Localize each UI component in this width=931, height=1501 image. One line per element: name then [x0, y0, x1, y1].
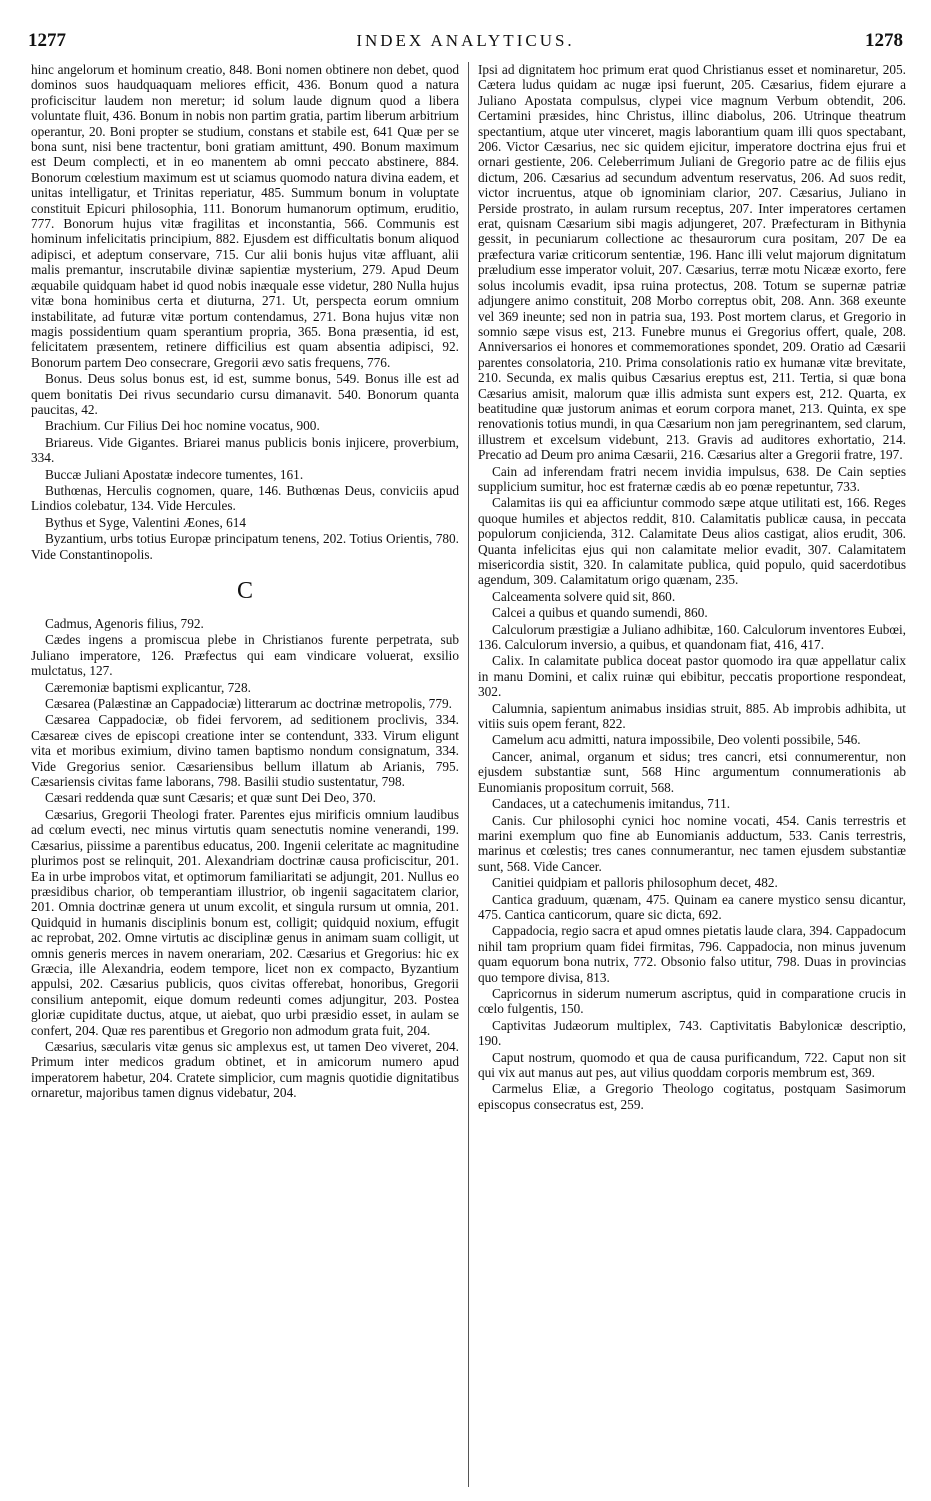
index-entry: Calculorum præstigiæ a Juliano adhibitæ, 160. Calculorum inventores Eubœi, 136. Calculorum inversio, a quibus, et quandonam fiat, 416, 417. [478, 621, 906, 653]
index-entry: Cæremoniæ baptismi explicantur, 728. [45, 679, 251, 695]
index-entry: Captivitas Judæorum multiplex, 743. Captivitatis Babylonicæ descriptio, 190. [478, 1017, 906, 1049]
index-entry: Cantica graduum, quænam, 475. Quinam ea canere mystico sensu dicantur, 475. Cantica canticorum, quare sic dicta, 692. [478, 891, 906, 922]
index-entry: Cædes ingens a promiscua plebe in Christianos furente perpetrata, sub Juliano imperatore, 126. Præfectus qui eam vindicare voluerat, exsilio mulctatus, 127. [31, 632, 459, 679]
index-entry: Cappadocia, regio sacra et apud omnes pietatis laude clara, 394. Cappadocum nihil tam proprium quam fidei firmitas, 796. Cappadocia, non minus juvenum quam equorum bona nutrix, 772. Obsonio falso utitur, 798. Duas in provincias quo tempore divisa, 813. [478, 923, 906, 985]
left-column-c-entries [31, 616, 459, 1101]
index-entry: Cæsarius, sæcularis vitæ genus sic amplexus est, ut tamen Deo viveret, 204. Primum inter medicos gradum obtinet, et in amicorum numero apud imperatorem habetur, 204. Cratete simplicior, cum magnis quotidie dignitatibus ornaretur, majoribus tamen dignus videbatur, 204. [31, 1038, 459, 1101]
index-entry: Bythus et Syge, Valentini Æones, 614 [45, 514, 247, 530]
index-entry: Buthœnas, Herculis cognomen, quare, 146. Buthœnas Deus, conviciis apud Lindios colebatur, 134. Vide Hercules. [31, 482, 459, 514]
index-entry: Briareus. Vide Gigantes. Briarei manus publicis bonis injicere, proverbium, 334. [31, 434, 459, 466]
index-entry: Carmelus Eliæ, a Gregorio Theologo cogitatus, postquam Sasimorum episcopus consecratus est, 259. [478, 1081, 906, 1112]
index-entry: Cancer, animal, organum et sidus; tres cancri, etsi connumerentur, non ejusdem substantiæ sunt, 568 Hinc argumentum connumerationis ab Eunomianis propositum corruit, 568. [478, 748, 906, 795]
index-entry: Calumnia, sapientum animabus insidias struit, 885. Ab improbis adhibita, ut vitiis suis opem ferant, 822. [478, 700, 906, 732]
index-entry: Buccæ Juliani Apostatæ indecore tumentes, 161. [45, 466, 304, 482]
column-divider [468, 62, 469, 1487]
index-entry: Cain ad inferendam fratri necem invidia impulsus, 638. De Cain septies supplicium sumitur, hoc est fraternæ cædis ab eo pœnæ repetuntur, 733. [478, 463, 906, 494]
index-entry: Brachium. Cur Filius Dei hoc nomine vocatus, 900. [45, 418, 320, 434]
index-entry: Cadmus, Agenoris filius, 792. [45, 616, 204, 631]
page-header [28, 30, 903, 54]
index-entry: Cæsari reddenda quæ sunt Cæsaris; et quæ sunt Dei Deo, 370. [45, 790, 376, 806]
left-column [31, 62, 459, 1487]
index-entry: Cæsarius, Gregorii Theologi frater. Parentes ejus mirificis omnium laudibus ad cœlum evecti, nec minus virtutis quam senectutis nomine venerandi, 199. Cæsarius, piissime a parentibus educatus, 200. Ingenii celeritate ac magnitudine plurimos post se relinquit, 201. Alexandriam doctrinæ causa proficiscitur, 201. Ea in urbe improbos vitat, et optimorum familiaritati se adjungit, 201. Nullus eo præsidibus charior, ob temperantiam illustrior, ob ingenii sagacitatem clarior, 201. Omnia doctrinæ genera ut unum excolit, et singula rursum ut omnia, 201. Quidquid in humanis disciplinis bonum est, colligit; quidquid noxium, effugit ac reprobat, 202. Omne virtutis ac disciplinæ genus in animam suam colligit, ut omnis generis merces in navem onerariam, 202. Cæsarius et Gregorius: hic ex Græcia, ille Alexandria, eodem tempore, licet non ex compacto, Byzantium appulsi, 202. Cæsarius publicis, quos civitas offerebat, honoribus, Gregorii consilium antepomit, eique domum redeunti comes adjungitur, 203. Postea gloriæ cupiditate ductus, atque, ut aiebat, quo urbi præsidio esset, in aulam se confert, 204. Quæ res parentibus et Gregorio non admodum grata fuit, 204. [31, 806, 459, 1038]
left-column-b-entries [31, 62, 459, 562]
index-entry: Byzantium, urbs totius Europæ principatum tenens, 202. Totius Orientis, 780. Vide Constantinopolis. [31, 531, 459, 562]
index-entry: Calix. In calamitate publica doceat pastor quomodo ira quæ appellatur calix in manu Domini, et calix ruinæ qui ebibitur, peccatis proportione respondeat, 302. [478, 653, 906, 700]
index-entry: Candaces, ut a catechumenis imitandus, 711. [492, 796, 731, 812]
left-page-number: 1277 [28, 30, 66, 51]
index-entry: Cæsarea Cappadociæ, ob fidei fervorem, ad seditionem proclivis, 334. Cæsareæ cives de episcopi creatione inter se contendunt, 333. Virum eligunt vita et moribus eximium, divino tamen baptismo nondum consignatum, 334. Vide Gregorius senior. Cæsariensibus bellum illatum ab Arianis, 795. Cæsariensis civitas fame laborans, 798. Basilii studio sustentatur, 798. [31, 712, 459, 790]
section-letter: C [236, 578, 253, 604]
right-column-entries [478, 62, 906, 1112]
index-entry: hinc angelorum et hominum creatio, 848. Boni nomen obtinere non debet, quod dominos suos haudquaquam meliores efficit, 436. Bonum quod a natura proficiscitur laudem non meretur; id solum laude dignum quod a libera voluntate fluit, 436. Bonum in nobis non partim gratia, partim liberum arbitrium operantur, 20. Boni propter se studium, constans et stabile est, 641 Quæ per se bona sunt, nisi bene tractentur, boni gratiam amittunt, 490. Bonum maximum est Deum complecti, et in eo manentem ab omni peccato abstinere, 884. Bonorum cœlestium maximum est ut sciamus quomodo natura divina eadem, et unitas intelligatur, et Trinitas reperiatur, 485. Summum bonum in voluptate constituit Epicuri philosophia, 111. Bonorum humanorum optimum, eruditio, 777. Bonorum hujus vitæ fragilitas et inconstantia, 566. Communis est hominum infelicitatis principium, 882. Ejusdem est difficultatis bonum aliquod adipisci, et adeptum conservare, 715. Cur alii bonis hujus vitæ affluant, alii malis premantur, inscrutabile divinæ sapientiæ mysterium, 279. Apud Deum æquabile quidquam habet id quod nobis inæquale esse videtur, 280 Nulla hujus vitæ bona hominibus certa et diuturna, 271. Ut, perspecta eorum omnium instabilitate, ad futuræ vitæ portum contendamus, 271. Bona hujus vitæ non magis possidentium quam sperantium propria, 365. Bona præsentia, id est, felicitatem præsentem, retinere difficilius est quam absentia adipisci, 92. Bonorum partem Deo consecrare, Gregorii ævo satis frequens, 776. [31, 62, 459, 370]
index-entry: Bonus. Deus solus bonus est, id est, summe bonus, 549. Bonus ille est ad quem bonitatis Dei rivus secundario cursu dimanavit. 540. Bonorum quanta paucitas, 42. [31, 371, 459, 417]
index-entry: Capricornus in siderum numerum ascriptus, quid in comparatione crucis in cœlo fulgentis, 150. [478, 985, 906, 1017]
index-entry: Calamitas iis qui ea afficiuntur commodo sæpe atque utilitati est, 166. Reges quoque humiles et abjectos reddit, 810. Calamitatis publicæ causa, in peccata populorum conjicienda, 312. Calamitate Deus alios castigat, alios erudit, 306. Quanta infelicitas ejus qui non calamitate melior evadit, 307. Calamitatem misericordia sistit, 320. In calamitate publica, quid populo, quid sacerdotibus agendum, 309. Calamitatum origo quænam, 235. [478, 495, 906, 588]
index-entry: Calceamenta solvere quid sit, 860. [492, 588, 676, 604]
index-entry: Ipsi ad dignitatem hoc primum erat quod Christianus esset et nominaretur, 205. Cætera ludus quidam ac nugæ ipsi fuerunt, 205. Cæsarius, fidem ejurare a Juliano Apostata compulsus, clypei vice magnum Verbum obtendit, 206. Certamini præsides, hinc Christus, illinc diabolus, 206. Utrinque theatrum spectantium, atque uter vinceret, magis laborantium quam illi quos spectabant, 206. Victor Cæsarius, nec sic quidem ejicitur, imperatore doctrina ejus frui et ornari gestiente, 206. Celeberrimum Juliani de Gregorio patre ac de filiis ejus dictum, 206. Cæsarius ad secundum adventum reservatus, 206. Ad suos redit, victor incruentus, atque ob ignominiam clarior, 207. Cæsarius, Juliano in Perside prostrato, in aulam rursum receptus, 207. Inter imperatores certamen erat, quisnam Cæsarium sibi magis adjungeret, 207. Præfecturam in Bithynia gessit, in pecuniarum collectione ac thesaurorum cura positam, 207 De ea præfectura variæ criticorum sententiæ, 196. Hanc illi velut majorum dignitatum præludium esse imperator voluit, 207. Cæsarius, terræ motu Nicææ exorto, fere solus incolumis evadit, ipsa ruina protectus, 208. Totum se supernæ patriæ adjungere animo constituit, 208 Morbo correptus obit, 208. Ann. 368 exeunte vel 369 ineunte; sed non in patria sua, 193. Post mortem clarus, et Gregorio in somnio sæpe visus est, 213. Funebre munus ei Gregorius offert, quale, 208. Anniversarios ei honores et commemorationes spondet, 209. Oratio ad Cæsarii parentes consolatoria, 210. Prima consolationis ratio ex humanæ vitæ brevitate, 210. Secunda, ex malis quibus Cæsarius ereptus est, 211. Tertia, si quæ bona Cæsarius amisit, malorum quæ illis admista sunt expers est, 212. Quarta, ex beatitudine quæ justorum animas et eorum corpora manet, 213. Quinta, ex spe renovationis totius mundi, in qua Cæsarium non jam peregrinantem, sed clarum, illustrem et excelsum videbunt, 213. Gravis ad auditores exhortatio, 214. Precatio ad Deum pro anima Cæsarii, 216. Cæsarius alter a Gregorii fratre, 197. [478, 62, 906, 463]
right-page-number: 1278 [865, 30, 903, 51]
index-entry: Calcei a quibus et quando sumendi, 860. [492, 605, 708, 621]
index-entry: Canis. Cur philosophi cynici hoc nomine vocati, 454. Canis terrestris et marini exemplum quo fine ab Eunomianis adductum, 533. Canis terrestris, marinus et cœlestis; tres canes connumerantur, nec tamen ejusdem substantiæ sunt, 568. Vide Cancer. [478, 812, 906, 874]
right-column [478, 62, 906, 1487]
index-entry: Canitiei quidpiam et palloris philosophum decet, 482. [492, 875, 778, 891]
running-title: INDEX ANALYTICUS. [356, 31, 575, 50]
index-entry: Caput nostrum, quomodo et qua de causa purificandum, 722. Caput non sit qui vix aut manus aut pes, aut vilius quoddam corporis membrum est, 369. [478, 1049, 906, 1080]
index-entry: Camelum acu admitti, natura impossibile, Deo volenti possibile, 546. [492, 732, 861, 748]
index-entry: Cæsarea (Palæstinæ an Cappadociæ) litterarum ac doctrinæ metropolis, 779. [45, 696, 452, 712]
